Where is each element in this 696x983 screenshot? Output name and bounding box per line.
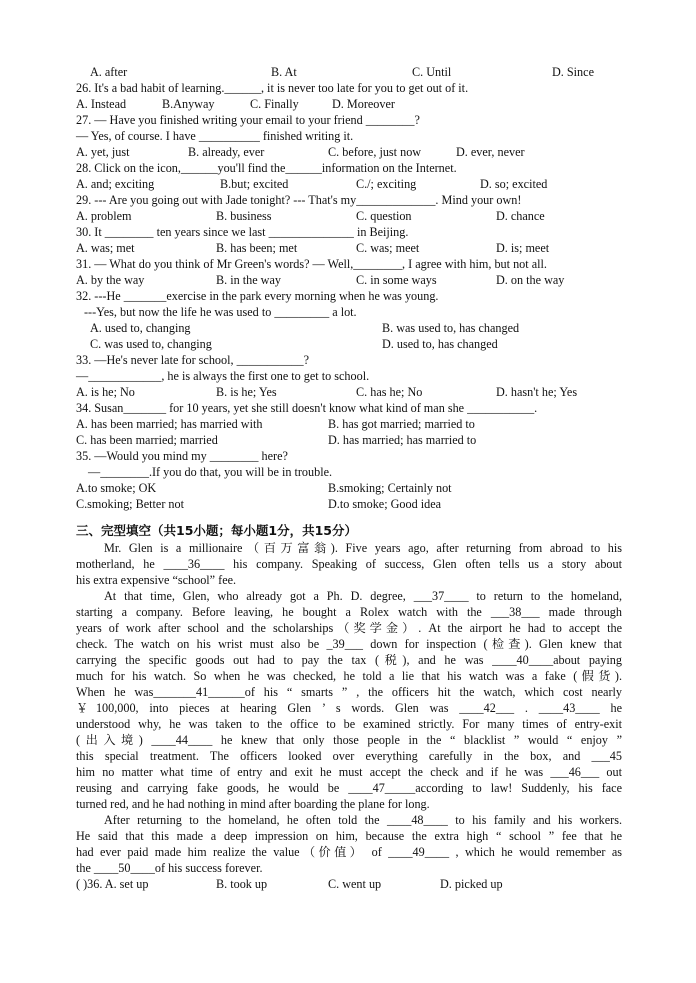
option: A. is he; No [76, 385, 135, 399]
q35-stem2: —________.If you do that, you will be in trouble. [88, 465, 333, 479]
q33-stem2: —____________, he is always the first one to get to school. [76, 369, 370, 383]
option: A. and; exciting [76, 177, 155, 191]
q29-stem: 29. --- Are you going out with Jade tonight? --- That's my_____________. Mind your own! [76, 193, 522, 207]
q32-options-row2 [76, 336, 622, 352]
option: D. picked up [440, 877, 503, 891]
option: D. is; meet [496, 241, 550, 255]
section-title: 三、完型填空（共15小题；每小题1分，共15分） [76, 523, 357, 538]
passage-line: check. The watch on his wrist must also be _39___ down for inspection (检查). Glen knew that [76, 637, 622, 651]
option: D. so; excited [480, 177, 548, 191]
q35-stem1: 35. —Would you mind my ________ here? [76, 449, 288, 463]
q26-options [76, 96, 622, 112]
passage-line: carrying the specific goods out had to pay the tax (税), and he was ____40____about paying [76, 653, 622, 667]
cloze-passage [76, 540, 622, 876]
option: A. problem [76, 209, 132, 223]
passage-line: years of work after school and the scholarships（奖学金）. At the airport he had to accept the [76, 621, 622, 635]
option: D. ever, never [456, 145, 525, 159]
passage-line: When he was_______41______of his “ smarts ” , the officers hit the watch, which cost nearly [76, 685, 622, 699]
option: C. before, just now [328, 145, 422, 159]
q35-options-row2 [76, 496, 622, 512]
option: B.smoking; Certainly not [328, 481, 452, 495]
passage-line: starting a company. Before leaving, he bought a Rolex watch with the ___38___ made through [76, 605, 622, 619]
option: B. At [271, 65, 297, 79]
option: B. business [216, 209, 272, 223]
q33-options [76, 384, 622, 400]
option: A.to smoke; OK [76, 481, 157, 495]
option: B. took up [216, 877, 268, 891]
q34-options-row2 [76, 432, 622, 448]
option: C. Finally [250, 97, 299, 111]
option: C. went up [328, 877, 382, 891]
passage-line: this special treatment. The officers looked over everything carefully in the box, and ___45 [76, 749, 622, 763]
q36-stem: ( )36. A. set up [76, 877, 149, 891]
option: A. by the way [76, 273, 145, 287]
option: B. already, ever [188, 145, 265, 159]
option: C.smoking; Better not [76, 497, 184, 511]
passage-line: ￥100,000, into pieces at hearing Glen ’ s words. Glen was ____42___ . ____43____ he [76, 701, 622, 715]
option: D.to smoke; Good idea [328, 497, 442, 511]
option: C. has been married; married [76, 433, 218, 447]
exam-page [76, 64, 622, 892]
option: D. has married; has married to [328, 433, 477, 447]
option: B.but; excited [220, 177, 289, 191]
option: C. was used to, changing [90, 337, 212, 351]
option: C./; exciting [356, 177, 417, 191]
q30-options [76, 240, 622, 256]
option: B.Anyway [162, 97, 215, 111]
q27-stem2: — Yes, of course. I have __________ finished writing it. [76, 129, 354, 143]
option: C. in some ways [356, 273, 437, 287]
passage-line: his extra expensive “school” fee. [76, 573, 237, 587]
q31-stem: 31. — What do you think of Mr Green's words? — Well,________, I agree with him, but not all. [76, 257, 547, 271]
passage-line: much for his watch. So when he was checked, he told a lie that his watch was a fake (假货). [76, 669, 622, 683]
q30-stem: 30. It ________ ten years since we last ______________ in Beijing. [76, 225, 409, 239]
q28-stem: 28. Click on the icon,______you'll find the______information on the Internet. [76, 161, 457, 175]
passage-line: reusing and carrying fake goods, he would be ____47_____according to law! Suddenly, his face [76, 781, 622, 795]
q35-options-row1 [76, 480, 622, 496]
q31-options [76, 272, 622, 288]
option: A. yet, just [76, 145, 130, 159]
option: B. was used to, has changed [382, 321, 520, 335]
q36-row [76, 876, 622, 892]
option: A. after [90, 65, 128, 79]
option: C. was; meet [356, 241, 420, 255]
passage-line: him no matter what time of entry and exit he must accept the check and if he was ___46___ out [76, 765, 622, 779]
option: D. on the way [496, 273, 565, 287]
passage-line: had ever paid made him realize the value（价值） of ____49____ , which he would remember as [76, 845, 622, 859]
q32-stem1: 32. ---He _______exercise in the park every morning when he was young. [76, 289, 439, 303]
passage-line: Mr. Glen is a millionaire（百万富翁). Five years ago, after returning from abroad to his [104, 541, 622, 555]
passage-line: motherland, he ____36____ his company. Speaking of success, Glen often tells us a story about [76, 557, 622, 571]
option: D. used to, has changed [382, 337, 498, 351]
option: D. Moreover [332, 97, 395, 111]
q32-options-row1 [76, 320, 622, 336]
passage-line: (出入境) ____44____ he knew that only those people in the “ blacklist ” would “ enjoy ” [76, 733, 622, 747]
q34-options-row1 [76, 416, 622, 432]
q28-options [76, 176, 622, 192]
option: C. question [356, 209, 412, 223]
option: A. Instead [76, 97, 127, 111]
q25-options [76, 64, 622, 80]
option: B. has been; met [216, 241, 298, 255]
option: C. has he; No [356, 385, 423, 399]
passage-line: At that time, Glen, who already got a Ph. D. degree, ___37____ to return to the homeland, [104, 589, 622, 603]
option: C. Until [412, 65, 452, 79]
option: B. in the way [216, 273, 281, 287]
passage-line: turned red, and he had nothing in mind after boarding the plane for long. [76, 797, 430, 811]
option: A. used to, changing [90, 321, 191, 335]
passage-line: the ____50____of his success forever. [76, 861, 263, 875]
q33-stem1: 33. —He's never late for school, ___________? [76, 353, 310, 367]
option: B. has got married; married to [328, 417, 475, 431]
q26-stem: 26. It's a bad habit of learning.______, it is never too late for you to get out of it. [76, 81, 469, 95]
passage-line: understood why, he was taken to the office to be examined strictly. For many times of entry-exit [76, 717, 622, 731]
q27-stem1: 27. — Have you finished writing your email to your friend ________? [76, 113, 420, 127]
passage-line: After returning to the homeland, he often told the ____48____ to his family and his workers. [104, 813, 622, 827]
option: D. Since [552, 65, 594, 79]
q29-options [76, 208, 622, 224]
option: D. hasn't he; Yes [496, 385, 578, 399]
q34-stem: 34. Susan_______ for 10 years, yet she still doesn't know what kind of man she ___________. [76, 401, 538, 415]
option: B. is he; Yes [216, 385, 277, 399]
option: D. chance [496, 209, 545, 223]
option: A. was; met [76, 241, 135, 255]
option: A. has been married; has married with [76, 417, 263, 431]
passage-line: He said that this made a deep impression on him, because the extra high “ school ” fee that he [76, 829, 622, 843]
q32-stem2: ---Yes, but now the life he was used to _________ a lot. [84, 305, 357, 319]
q27-options [76, 144, 622, 160]
